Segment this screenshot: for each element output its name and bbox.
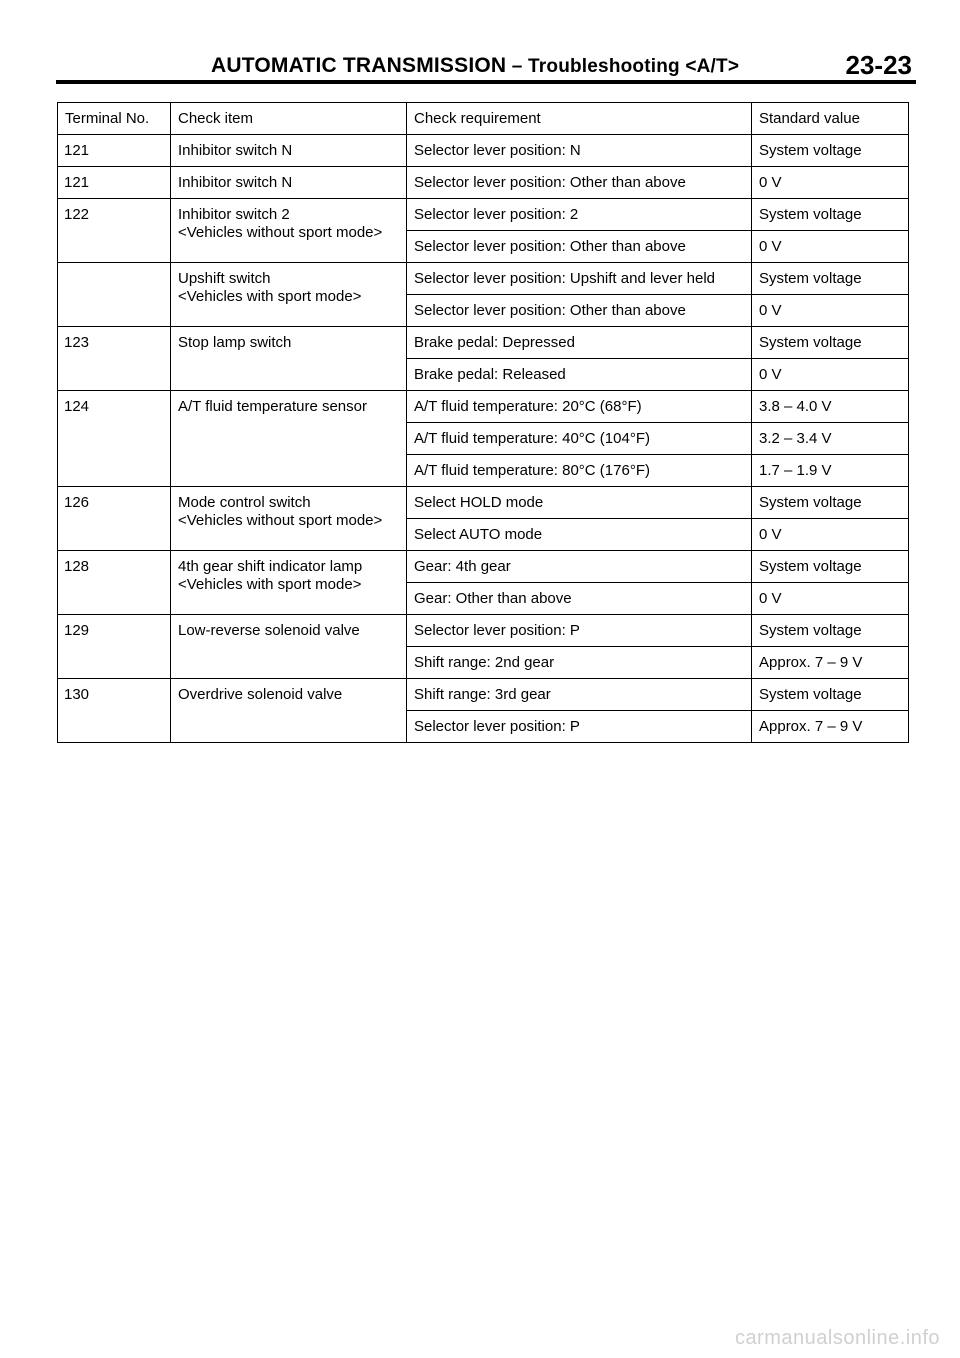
terminal-number-cell: 121 — [58, 135, 171, 167]
title-main: AUTOMATIC TRANSMISSION — [211, 54, 507, 77]
standard-value-cell: 3.2 – 3.4 V — [752, 423, 909, 455]
table-row — [58, 327, 909, 359]
table-row — [58, 679, 909, 711]
terminal-number-cell: 124 — [58, 391, 171, 487]
terminal-number-cell: 129 — [58, 615, 171, 679]
check-item-line: <Vehicles with sport mode> — [178, 576, 362, 593]
standard-value-cell: 0 V — [752, 295, 909, 327]
check-requirement-cell: Select AUTO mode — [407, 519, 752, 551]
check-item-line: Mode control switch — [178, 494, 311, 511]
standard-value-cell: System voltage — [752, 551, 909, 583]
standard-value-cell: 0 V — [752, 359, 909, 391]
check-item-line: Upshift switch — [178, 270, 271, 287]
header-check-requirement: Check requirement — [407, 103, 752, 135]
check-requirement-cell: A/T fluid temperature: 40°C (104°F) — [407, 423, 752, 455]
check-requirement-cell: A/T fluid temperature: 20°C (68°F) — [407, 391, 752, 423]
check-requirement-cell: Brake pedal: Released — [407, 359, 752, 391]
check-requirement-cell: Selector lever position: Other than above — [407, 231, 752, 263]
standard-value-cell: System voltage — [752, 679, 909, 711]
terminal-check-table-container — [57, 102, 908, 743]
table-row — [58, 263, 909, 295]
check-item-line: Overdrive solenoid valve — [178, 686, 343, 703]
terminal-check-table — [57, 102, 909, 743]
standard-value-cell: 0 V — [752, 167, 909, 199]
page-title — [211, 54, 739, 78]
page-number: 23-23 — [845, 50, 912, 80]
check-item-cell — [171, 167, 407, 199]
check-item-line: 4th gear shift indicator lamp — [178, 558, 363, 575]
check-item-cell — [171, 391, 407, 487]
title-sub: Troubleshooting <A/T> — [528, 56, 740, 77]
terminal-number-cell: 126 — [58, 487, 171, 551]
check-requirement-cell: Select HOLD mode — [407, 487, 752, 519]
check-requirement-cell: Selector lever position: Other than above — [407, 295, 752, 327]
check-requirement-cell: Selector lever position: Other than above — [407, 167, 752, 199]
check-item-line: Stop lamp switch — [178, 334, 292, 351]
check-requirement-cell: Shift range: 3rd gear — [407, 679, 752, 711]
table-row — [58, 135, 909, 167]
check-item-line: Inhibitor switch N — [178, 174, 293, 191]
table-row — [58, 551, 909, 583]
check-item-line: Inhibitor switch N — [178, 142, 293, 159]
terminal-number-cell: 128 — [58, 551, 171, 615]
table-body — [58, 135, 909, 743]
check-item-cell — [171, 199, 407, 263]
standard-value-cell: 0 V — [752, 583, 909, 615]
check-item-cell — [171, 135, 407, 167]
check-item-cell — [171, 487, 407, 551]
standard-value-cell: System voltage — [752, 199, 909, 231]
check-item-cell — [171, 615, 407, 679]
check-item-line: <Vehicles without sport mode> — [178, 224, 383, 241]
header-rule — [56, 80, 916, 84]
check-requirement-cell: Selector lever position: P — [407, 711, 752, 743]
page-header — [56, 50, 916, 86]
title-separator: – — [506, 56, 529, 77]
table-row — [58, 199, 909, 231]
terminal-number-cell: 130 — [58, 679, 171, 743]
check-requirement-cell: Brake pedal: Depressed — [407, 327, 752, 359]
terminal-number-cell: 122 — [58, 199, 171, 263]
check-item-line: Inhibitor switch 2 — [178, 206, 290, 223]
table-row — [58, 615, 909, 647]
brand-watermark: carmanualsonline.info — [734, 1327, 940, 1349]
standard-value-cell: System voltage — [752, 135, 909, 167]
check-item-line: <Vehicles without sport mode> — [178, 512, 383, 529]
standard-value-cell: 0 V — [752, 519, 909, 551]
standard-value-cell: System voltage — [752, 615, 909, 647]
check-requirement-cell: Shift range: 2nd gear — [407, 647, 752, 679]
check-item-cell — [171, 679, 407, 743]
check-requirement-cell: A/T fluid temperature: 80°C (176°F) — [407, 455, 752, 487]
header-terminal-no: Terminal No. — [58, 103, 171, 135]
check-requirement-cell: Gear: Other than above — [407, 583, 752, 615]
check-requirement-cell: Selector lever position: 2 — [407, 199, 752, 231]
header-standard-value: Standard value — [752, 103, 909, 135]
check-item-line: <Vehicles with sport mode> — [178, 288, 362, 305]
check-item-line: A/T fluid temperature sensor — [178, 398, 367, 415]
check-requirement-cell: Selector lever position: N — [407, 135, 752, 167]
check-item-line: Low-reverse solenoid valve — [178, 622, 360, 639]
table-header-row — [58, 103, 909, 135]
terminal-number-cell: 121 — [58, 167, 171, 199]
standard-value-cell: System voltage — [752, 327, 909, 359]
standard-value-cell: Approx. 7 – 9 V — [752, 647, 909, 679]
check-requirement-cell: Selector lever position: P — [407, 615, 752, 647]
check-item-cell — [171, 551, 407, 615]
check-requirement-cell: Selector lever position: Upshift and lever held — [407, 263, 752, 295]
check-item-cell — [171, 263, 407, 327]
check-requirement-cell: Gear: 4th gear — [407, 551, 752, 583]
header-check-item: Check item — [171, 103, 407, 135]
standard-value-cell: System voltage — [752, 487, 909, 519]
standard-value-cell: System voltage — [752, 263, 909, 295]
table-row — [58, 391, 909, 423]
terminal-number-cell — [58, 263, 171, 327]
table-row — [58, 167, 909, 199]
standard-value-cell: 3.8 – 4.0 V — [752, 391, 909, 423]
terminal-number-cell: 123 — [58, 327, 171, 391]
table-row — [58, 487, 909, 519]
standard-value-cell: Approx. 7 – 9 V — [752, 711, 909, 743]
standard-value-cell: 1.7 – 1.9 V — [752, 455, 909, 487]
check-item-cell — [171, 327, 407, 391]
standard-value-cell: 0 V — [752, 231, 909, 263]
